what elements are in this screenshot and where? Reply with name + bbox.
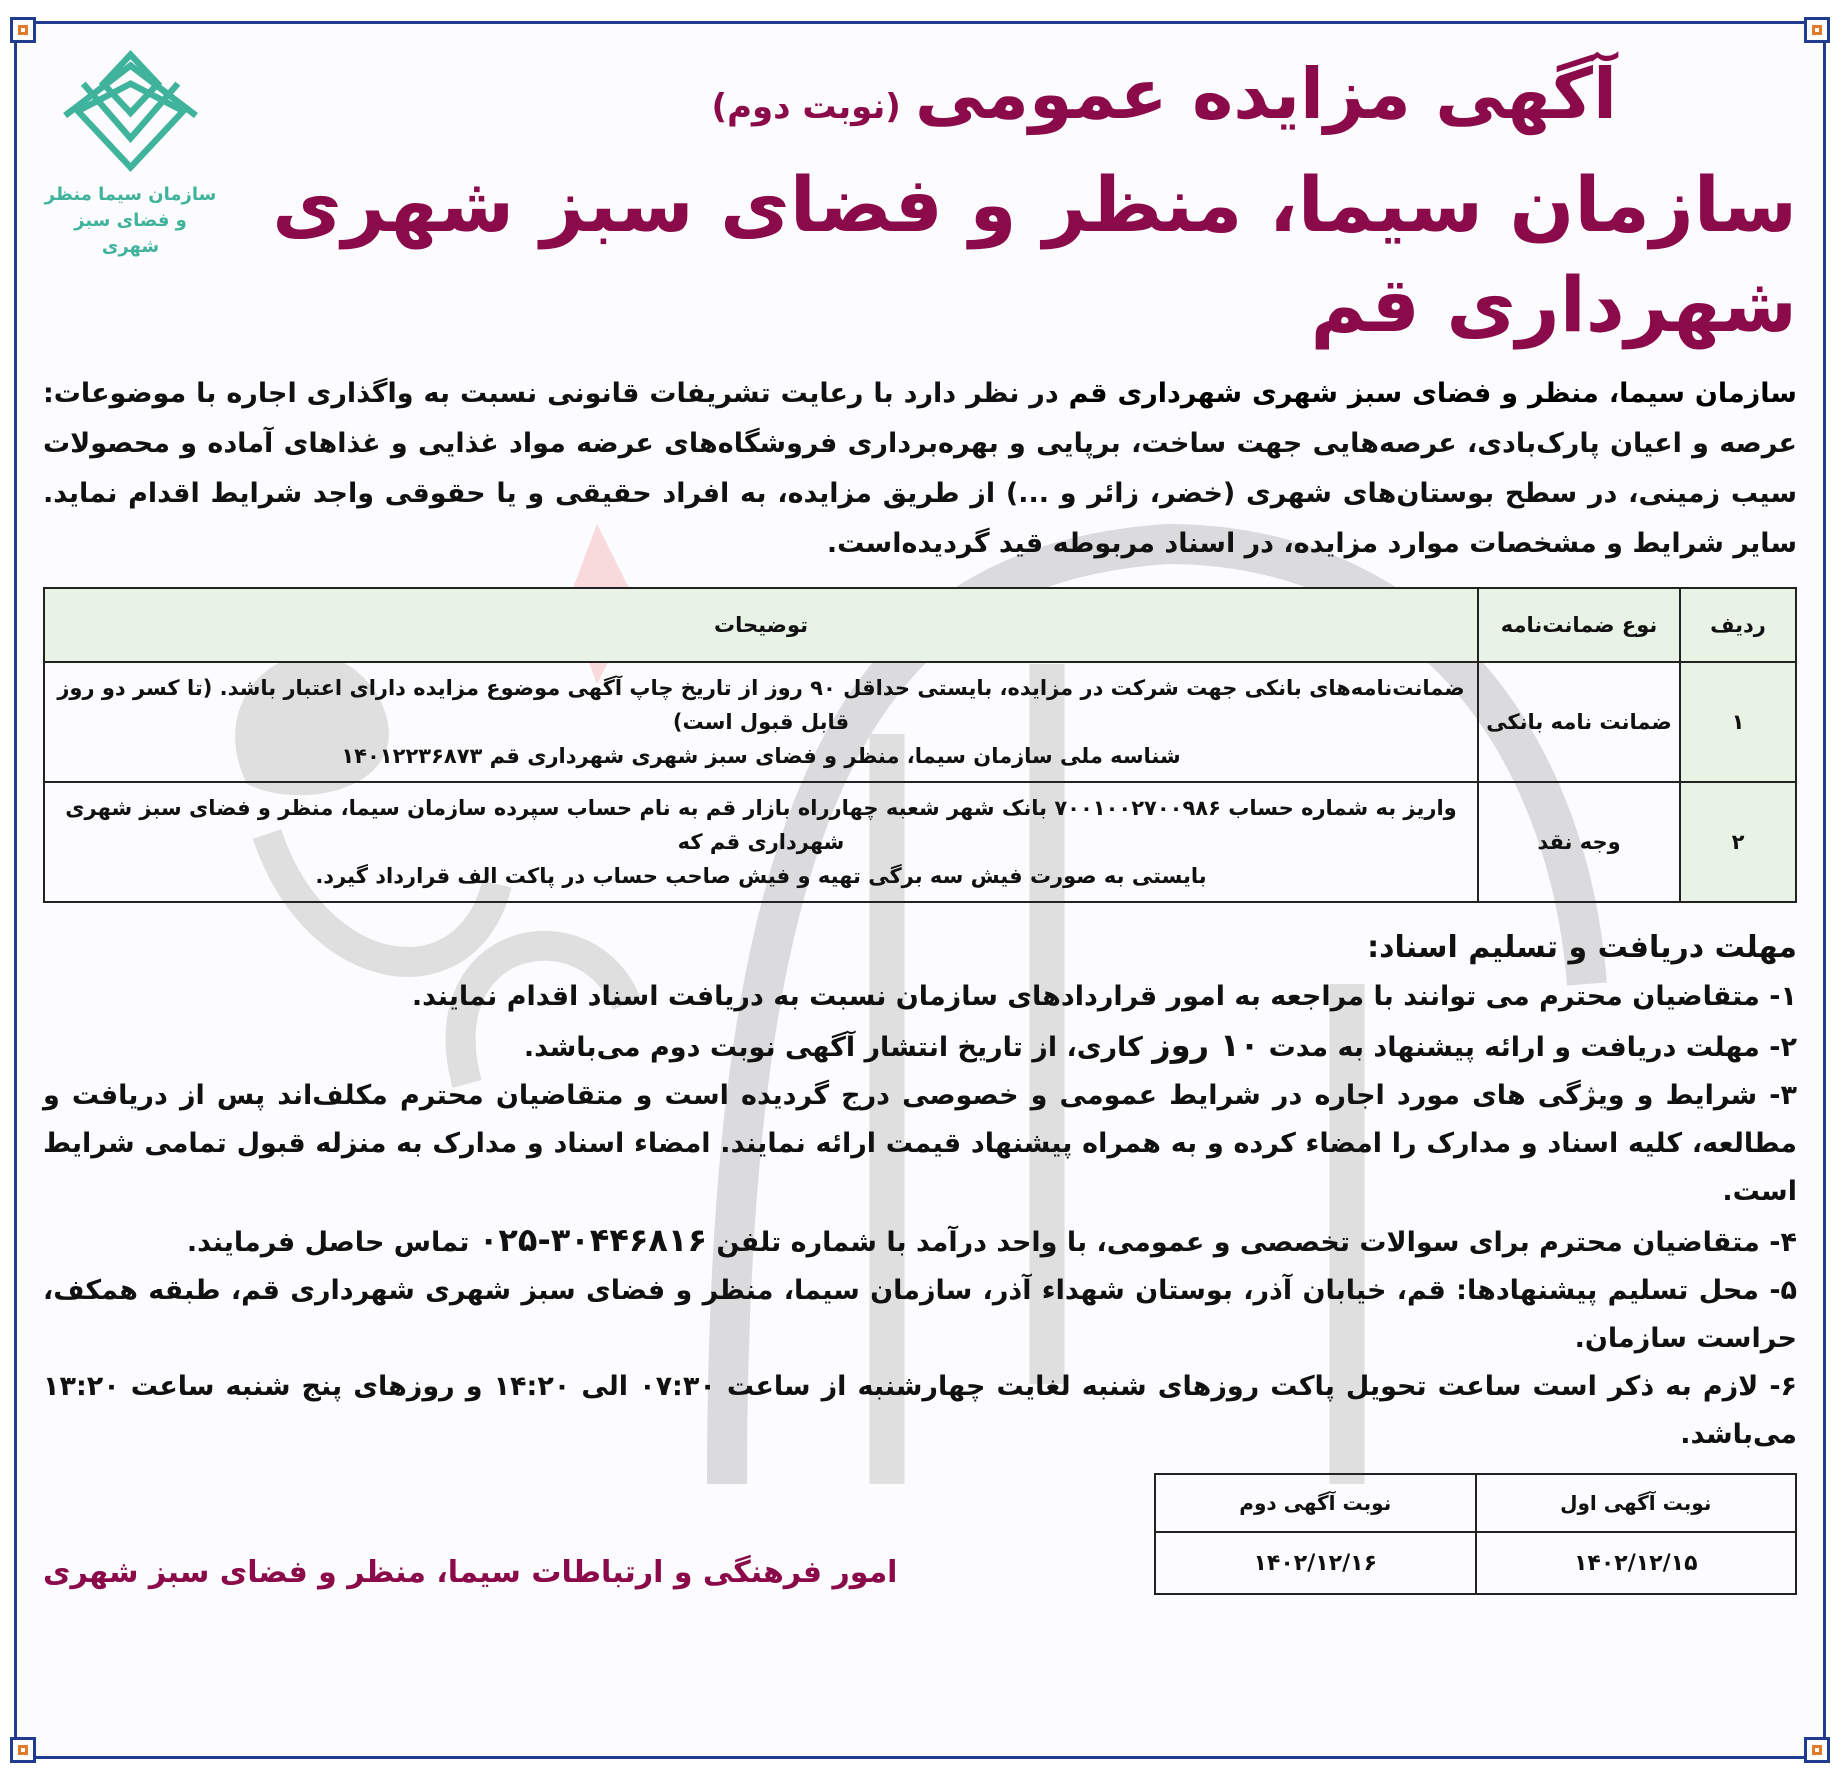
- table-row: [44, 662, 1796, 782]
- logo-text-line: و فضای سبز شهری: [74, 210, 187, 257]
- frame-corner-ornament: [10, 1737, 36, 1763]
- footer-credit: امور فرهنگی و ارتباطات سیما، منظر و فضای سبز شهری: [43, 1555, 898, 1590]
- intro-org-name: سازمان سیما، منظر و فضای سبز شهری شهرداری قم: [1068, 378, 1797, 409]
- second-publication-date: ۱۴۰۲/۱۲/۱۶: [1155, 1532, 1476, 1594]
- description-line: ضمانت‌نامه‌های بانکی جهت شرکت در مزایده، بایستی حداقل ۹۰ روز از تاریخ چاپ آگهی موضوع مزایده دارای اعتبار باشد. (تا کسر دو روز قابل قبول است): [57, 676, 1465, 734]
- first-publication-label: نوبت آگهی اول: [1476, 1474, 1797, 1532]
- ad-header: [43, 46, 1797, 355]
- description-line: شناسه ملی سازمان سیما، منظر و فضای سبز شهری شهرداری قم ۱۴۰۱۲۲۳۶۸۷۳: [341, 744, 1181, 768]
- intro-paragraph: [43, 369, 1797, 569]
- item-text: ۶- لازم به ذکر است ساعت تحویل پاکت روزهای: [1146, 1371, 1798, 1402]
- guarantee-type: ضمانت نامه بانکی: [1478, 662, 1680, 782]
- section-heading: مهلت دریافت و تسلیم اسناد:: [1367, 930, 1797, 965]
- second-publication-label: نوبت آگهی دوم: [1155, 1474, 1476, 1532]
- title-block: [238, 46, 1797, 355]
- condition-item: ۱- متقاضیان محترم می توانند با مراجعه به امور قراردادهای سازمان نسبت به دریافت اسناد اقدام نمایند.: [411, 981, 1797, 1012]
- first-publication-date: ۱۴۰۲/۱۲/۱۵: [1476, 1532, 1797, 1594]
- bottom-row: [43, 1473, 1797, 1595]
- description: [44, 662, 1478, 782]
- dates-header-row: [1155, 1474, 1796, 1532]
- condition-item: ۳- شرایط و ویژگی های مورد اجاره در شرایط عمومی و خصوصی درج گردیده است و متقاضیان محترم مکلف‌اند پس از دریافت و مطالعه، کلیه اسناد و مدارک را امضاء کرده و به همراه پیشنهاد قیمت ارائه نمایند. امضاء اسناد و مدارک به منزله قبول تمامی شرایط است.: [43, 1080, 1797, 1207]
- header-description: توضیحات: [44, 588, 1478, 662]
- title-note: (نوبت دوم): [711, 87, 901, 127]
- table-header-row: [44, 588, 1796, 662]
- row-number: ۲: [1680, 782, 1796, 902]
- frame-corner-ornament: [1804, 17, 1830, 43]
- title-text: آگهی مزایده عمومی: [914, 53, 1617, 135]
- condition-item: [43, 1363, 1797, 1459]
- description-line: واریز به شماره حساب ۷۰۰۱۰۰۲۷۰۰۹۸۶ بانک شهر شعبه چهارراه بازار قم به نام حساب سپرده سازمان سیما، منظر و فضای سبز شهری شهرداری قم که: [65, 796, 1457, 854]
- item-text: ۴- متقاضیان محترم برای سوالات تخصصی و عمومی، با واحد درآمد با شماره تلفن: [706, 1227, 1797, 1258]
- frame-corner-ornament: [10, 17, 36, 43]
- ad-title: [238, 46, 1617, 155]
- condition-item: [43, 1216, 1797, 1267]
- row-number: ۱: [1680, 662, 1796, 782]
- phone-number: ۰۲۵-۳۰۴۴۶۸۱۶: [478, 1221, 707, 1259]
- logo-block: [43, 46, 218, 260]
- frame-corner-ornament: [1804, 1737, 1830, 1763]
- item-text: ۲- مهلت دریافت و ارائه پیشنهاد به مدت: [1259, 1032, 1797, 1063]
- organization-title: سازمان سیما، منظر و فضای سبز شهری شهرداری قم: [272, 160, 1797, 349]
- guarantee-type: وجه نقد: [1478, 782, 1680, 902]
- publication-dates-table: [1154, 1473, 1797, 1595]
- intro-text: در نظر دارد با رعایت تشریفات قانونی نسبت به واگذاری اجاره با موضوعات: عرصه و اعیان پارک‌بادی، عرصه‌هایی جهت ساخت، برپایی و بهره‌برداری فروشگاه‌های عرضه مواد غذایی و غذاهای آماده و محصولات سیب زمینی، در سطح بوستان‌های شهری (خضر، زائر و ...) از طریق مزایده، به افراد حقیقی و یا حقوقی واجد شرایط اقدام نماید. سایر شرایط و مشخصات موارد مزایده، در اسناد مربوطه قید گردیده‌است.: [43, 378, 1797, 559]
- table-row: [44, 782, 1796, 902]
- conditions-list: [43, 973, 1797, 1459]
- condition-item: [43, 1267, 1797, 1363]
- item-text: تماس حاصل فرمایند.: [186, 1227, 479, 1258]
- description: [44, 782, 1478, 902]
- item-bold: شنبه لغایت چهارشنبه از ساعت ۰۷:۳۰ الی ۱۴:۲۰ و روزهای پنج شنبه ساعت ۱۳:۲۰: [43, 1371, 1147, 1402]
- item-text: کاری، از تاریخ انتشار آگهی نوبت دوم می‌باشد.: [523, 1032, 1153, 1063]
- logo-text: [43, 182, 218, 260]
- description-line: بایستی به صورت فیش سه برگی تهیه و فیش صاحب حساب در پاکت الف قرارداد گیرد.: [315, 864, 1207, 888]
- item-text: می‌باشد.: [1680, 1419, 1797, 1450]
- header-guarantee-type: نوع ضمانت‌نامه: [1478, 588, 1680, 662]
- item-bold: ۱۰ روز: [1152, 1026, 1260, 1064]
- dates-value-row: [1155, 1532, 1796, 1594]
- ad-frame: [14, 21, 1826, 1759]
- item-bold: ۵- محل تسلیم پیشنهادها:: [1456, 1275, 1798, 1306]
- condition-item: [43, 1021, 1797, 1072]
- ad-content: [43, 46, 1797, 1595]
- header-row-no: ردیف: [1680, 588, 1796, 662]
- organization-logo: [56, 46, 206, 176]
- guarantee-table: [43, 587, 1797, 903]
- item-text: قم، خیابان آذر، بوستان شهداء آذر، سازمان سیما، منظر و فضای سبز شهری شهرداری قم، طبقه همکف، حراست سازمان.: [43, 1275, 1797, 1354]
- logo-text-line: سازمان سیما منظر: [44, 184, 217, 205]
